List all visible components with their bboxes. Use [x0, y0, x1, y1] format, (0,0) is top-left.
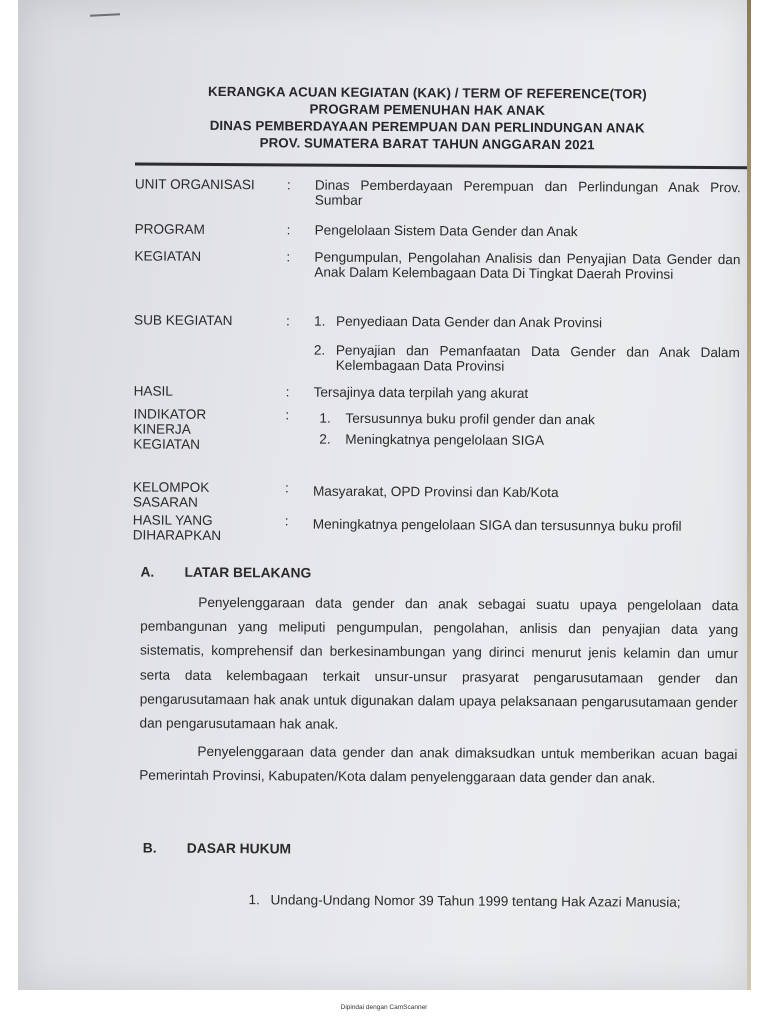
field-indikator-kinerja	[133, 406, 746, 452]
field-hasil-diharapkan	[132, 512, 745, 544]
field-value: Tersajinya data terpilah yang akurat	[313, 384, 529, 401]
field-label: KEGIATAN	[134, 248, 202, 264]
field-colon: :	[285, 407, 290, 423]
list-text: Penyajian dan Pemanfaatan Data Gender dan Anak Dalam Kelembagaan Data Provinsi	[335, 342, 740, 374]
list-item	[313, 411, 739, 429]
section-title: LATAR BELAKANG	[184, 564, 312, 581]
list-number: 1.	[313, 313, 326, 329]
field-label-line: SASARAN	[132, 494, 198, 510]
field-colon: :	[284, 513, 289, 529]
list-text: Penyediaan Data Gender dan Anak Provinsi	[335, 313, 603, 331]
section-a-paragraph-1: Penyelenggaraan data gender dan anak sebagai suatu upaya pengelolaan data pembangunan yang meliputi pengumpulan, pengolahan, anlisis dan penyajian data yang sistematis, komprehensif dan berkesinambungan yang dirinci menurut jenis kelamin dan umur serta data kelembagaan terkait unsur-unsur prasyarat pengarusutamaan gender dan pengarusutamaan hak anak untuk digunakan dalam upaya pelaksanaan pengarusutamaan gender dan pengarusutamaan hak anak.	[139, 594, 739, 732]
field-value: Pengelolaan Sistem Data Gender dan Anak	[314, 222, 578, 240]
field-unit-organisasi	[134, 176, 747, 208]
list-number: 1.	[319, 410, 331, 426]
field-label: HASIL	[133, 383, 173, 399]
field-label-line: INDIKATOR	[133, 406, 207, 422]
field-value: Dinas Pemberdayaan Perempuan dan Perlindungan Anak Prov. Sumbar	[314, 177, 741, 208]
field-label	[133, 406, 273, 452]
scanned-page	[18, 0, 751, 990]
field-label-line: DIHARAPKAN	[132, 527, 222, 544]
list-text: Tersusunnya buku profil gender dan anak	[345, 410, 595, 428]
section-letter: A.	[140, 564, 155, 580]
header-line-3: DINAS PEMBERDAYAAN PEREMPUAN DAN PERLINDUNGAN ANAK	[209, 117, 645, 136]
header-line-1: KERANGKA ACUAN KEGIATAN (KAK) / TERM OF REFERENCE(TOR)	[208, 83, 647, 102]
list-item	[314, 343, 740, 376]
list-text: Undang-Undang Nomor 39 Tahun 1999 tentang Hak Azazi Manusia;	[270, 892, 681, 910]
list-number: 2.	[319, 431, 331, 447]
section-a-paragraph-2: Penyelenggaraan data gender dan anak dimaksudkan untuk memberikan acuan bagai Pemerintah Provinsi, Kabupaten/Kota dalam penyelenggaraan data gender dan anak.	[139, 743, 738, 786]
list-number: 2.	[313, 342, 326, 358]
field-colon: :	[286, 249, 291, 265]
document-header	[167, 83, 687, 154]
header-line-4: PROV. SUMATERA BARAT TAHUN ANGGARAN 2021	[259, 135, 595, 153]
section-title: DASAR HUKUM	[186, 840, 292, 857]
field-hasil	[133, 383, 746, 401]
field-program	[134, 221, 747, 240]
field-value: Meningkatnya pengelolaan SIGA dan tersusunnya buku profil	[312, 516, 682, 534]
field-label-line: KEGIATAN	[133, 436, 201, 452]
section-b-heading	[143, 841, 291, 857]
field-value: Pengumpulan, Pengolahan Analisis dan Penyajian Data Gender dan Anak Dalam Kelembagaan Data Di Tingkat Daerah Provinsi	[314, 249, 741, 282]
header-rule	[135, 162, 747, 169]
section-a-heading	[140, 565, 311, 581]
field-sub-kegiatan	[133, 312, 746, 374]
field-colon: :	[286, 177, 291, 193]
field-colon: :	[285, 313, 290, 329]
field-label	[133, 479, 273, 510]
list-number: 1.	[248, 892, 260, 908]
scanner-watermark: Dipindai dengan CamScanner	[340, 1004, 428, 1011]
field-label: UNIT ORGANISASI	[134, 176, 255, 193]
list-text: Meningkatnya pengelolaan SIGA	[345, 431, 545, 448]
field-value: Masyarakat, OPD Provinsi dan Kab/Kota	[312, 483, 559, 501]
field-label-line: KINERJA	[133, 421, 191, 437]
field-colon: :	[286, 222, 291, 238]
list-item	[313, 432, 739, 450]
field-label	[133, 512, 273, 543]
field-kegiatan	[134, 248, 746, 282]
section-letter: B.	[142, 840, 157, 856]
field-kelompok-sasaran	[132, 479, 745, 510]
field-colon: :	[285, 384, 290, 400]
field-label-line: KELOMPOK	[132, 479, 210, 495]
field-label-line: HASIL YANG	[132, 512, 213, 528]
list-item	[314, 314, 740, 332]
field-label: SUB KEGIATAN	[133, 312, 233, 329]
field-colon: :	[284, 480, 289, 496]
field-label: PROGRAM	[134, 221, 205, 237]
document-body	[18, 0, 751, 990]
field-value-list	[313, 411, 739, 456]
legal-basis-item	[248, 892, 680, 910]
header-line-2: PROGRAM PEMENUHAN HAK ANAK	[309, 101, 546, 118]
field-value-list	[314, 314, 740, 382]
